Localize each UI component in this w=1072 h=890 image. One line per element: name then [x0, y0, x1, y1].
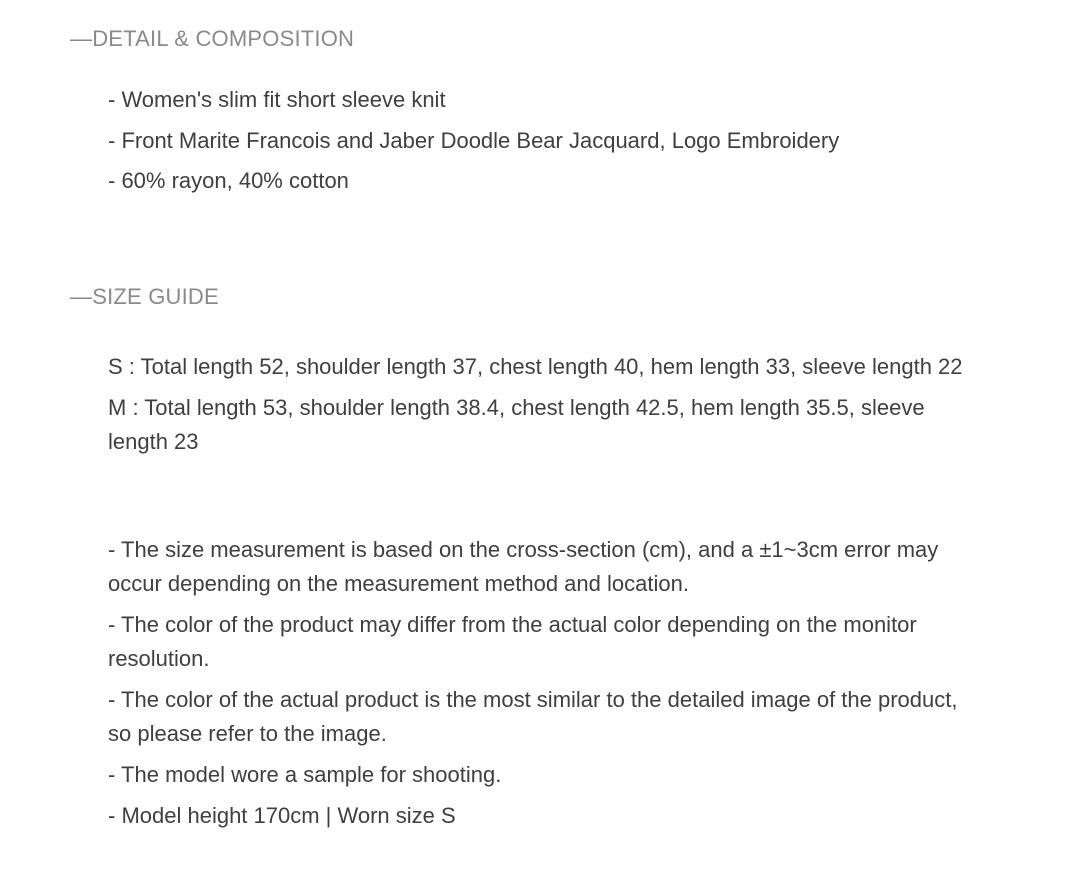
- detail-list: [108, 86, 978, 208]
- detail-item: - Front Marite Francois and Jaber Doodle Bear Jacquard, Logo Embroidery: [108, 127, 840, 153]
- size-row-m: M : Total length 53, shoulder length 38.4, chest length 42.5, hem length 35.5, sleeve length 23: [108, 395, 925, 454]
- size-notes-list: [108, 533, 978, 840]
- size-note: - Model height 170cm | Worn size S: [108, 803, 456, 828]
- size-row-s: S : Total length 52, shoulder length 37, chest length 40, hem length 33, sleeve length 22: [108, 354, 963, 379]
- size-note: - The color of the product may differ from the actual color depending on the monitor resolution.: [108, 612, 917, 671]
- size-note: - The model wore a sample for shooting.: [108, 762, 502, 787]
- detail-item: - 60% rayon, 40% cotton: [108, 168, 349, 193]
- size-note: - The color of the actual product is the most similar to the detailed image of the product, so please refer to the image.: [108, 687, 958, 746]
- detail-item: - Women's slim fit short sleeve knit: [108, 87, 446, 112]
- size-measurement-list: [108, 350, 978, 466]
- size-guide-heading: —SIZE GUIDE: [70, 284, 219, 309]
- detail-composition-heading: —DETAIL & COMPOSITION: [70, 26, 355, 51]
- size-note: - The size measurement is based on the cross-section (cm), and a ±1~3cm error may occur depending on the measurement method and location.: [108, 537, 939, 596]
